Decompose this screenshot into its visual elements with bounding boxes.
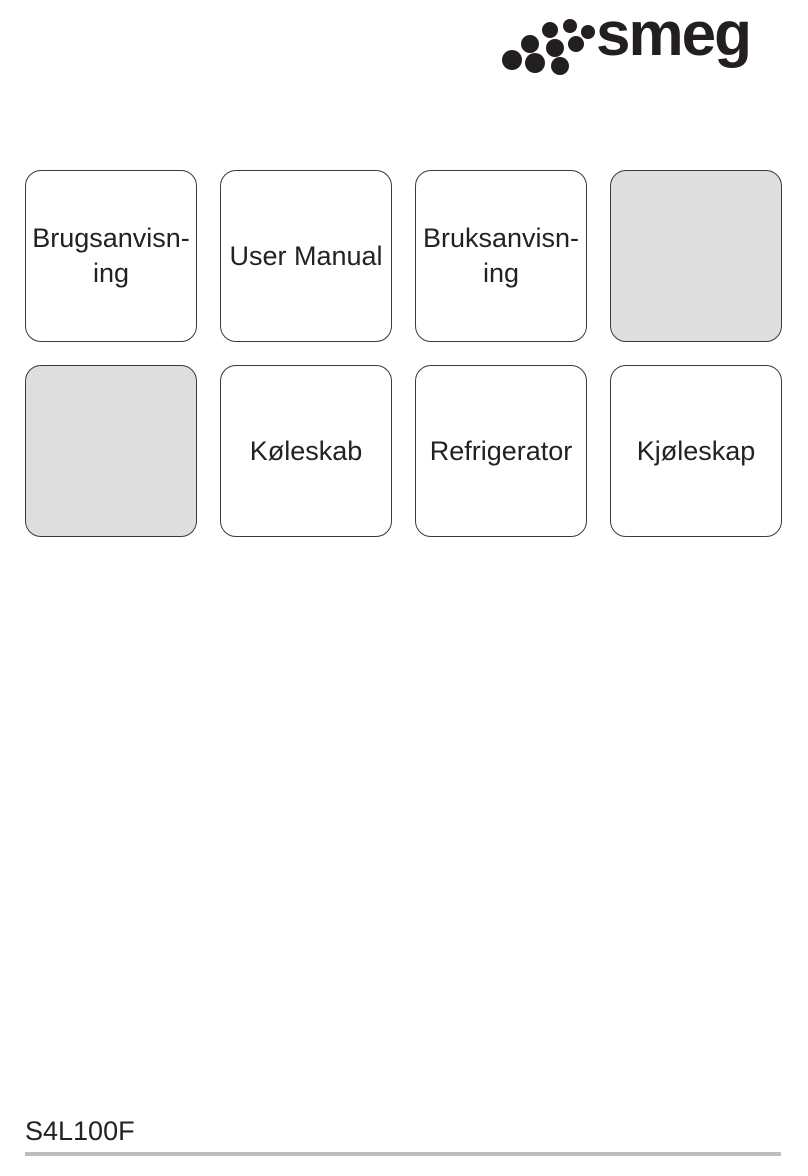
logo-wordmark: smeg (596, 0, 750, 69)
card-blank-1 (610, 170, 782, 342)
card-english-product: Refrigerator (415, 365, 587, 537)
language-grid (25, 170, 781, 537)
card-danish-product: Køleskab (220, 365, 392, 537)
card-norwegian-manual: Bruksanvisn- ing (415, 170, 587, 342)
card-english-manual: User Manual (220, 170, 392, 342)
logo-dots-icon (500, 14, 600, 76)
card-blank-2 (25, 365, 197, 537)
card-norwegian-product: Kjøleskap (610, 365, 782, 537)
footer-divider (25, 1152, 781, 1156)
smeg-logo (500, 0, 784, 76)
model-number: S4L100F (25, 1116, 135, 1146)
card-danish-manual: Brugsanvisn- ing (25, 170, 197, 342)
